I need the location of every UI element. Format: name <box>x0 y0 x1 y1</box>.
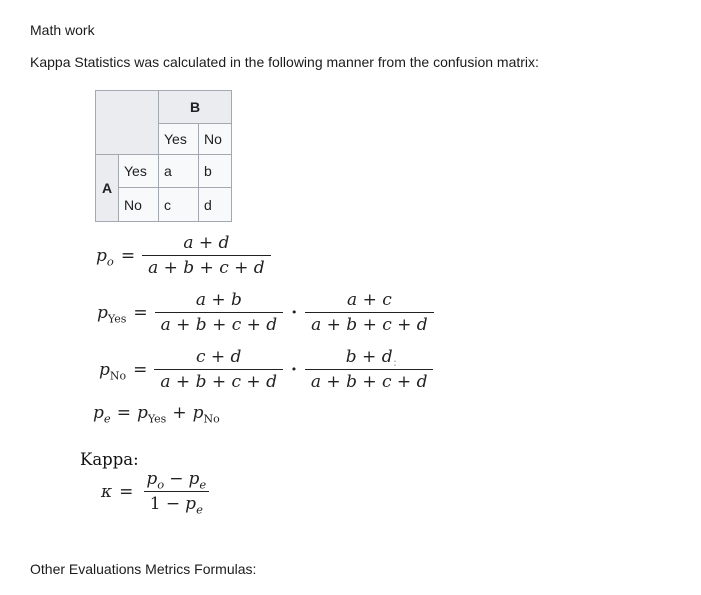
sub-e: e <box>199 477 207 492</box>
var-p: p <box>97 302 108 323</box>
pe-lhs <box>93 403 111 426</box>
faint-colon-artifact: : <box>393 355 398 369</box>
cell-c: c <box>159 188 199 222</box>
pno-lhs <box>99 360 126 380</box>
equals-sign: = <box>120 245 136 266</box>
b-col-yes-header: Yes <box>159 124 199 155</box>
equals-sign: = <box>119 481 134 502</box>
var-p: p <box>192 403 204 423</box>
term-po <box>146 469 165 492</box>
a-row-no-header: No <box>119 188 159 222</box>
pyes-fraction-2 <box>305 290 434 335</box>
po-numerator: a + d <box>183 233 230 253</box>
cell-d: d <box>199 188 232 222</box>
var-p: p <box>146 469 158 489</box>
pno-fraction-2 <box>305 347 434 392</box>
var-p: p <box>188 469 200 489</box>
po-lhs <box>96 246 114 266</box>
formula-po <box>96 233 271 278</box>
formula-pe <box>93 403 220 426</box>
b-col-no-header: No <box>199 124 232 155</box>
var-p: p <box>99 359 110 380</box>
formula-pyes <box>97 290 434 335</box>
kappa-section-label: Kappa: <box>80 450 139 469</box>
pno-fraction-1 <box>154 347 283 392</box>
cell-b: b <box>199 155 232 188</box>
page-title: Math work <box>30 22 95 38</box>
equals-sign: = <box>133 359 148 380</box>
pno-denominator-2: a + b + c + d <box>305 369 434 392</box>
pyes-numerator-1: a + b <box>195 290 242 310</box>
var-kappa: κ <box>101 481 113 502</box>
equals-sign: = <box>133 302 148 323</box>
var-p: p <box>96 245 107 266</box>
sub-no: No <box>109 368 127 382</box>
sub-yes: Yes <box>147 412 167 426</box>
var-p: p <box>93 403 104 423</box>
pyes-numerator-2: a + c <box>347 290 392 310</box>
pyes-denominator-1: a + b + c + d <box>155 312 284 335</box>
multiply-dot: · <box>291 302 298 323</box>
pno-denominator-1: a + b + c + d <box>154 369 283 392</box>
a-row-yes-header: Yes <box>119 155 159 188</box>
kappa-denominator <box>144 491 209 517</box>
term-pe <box>188 469 207 492</box>
intro-text: Kappa Statistics was calculated in the following manner from the confusion matrix: <box>30 54 539 70</box>
corner-cell <box>96 91 159 155</box>
b-axis-header: B <box>159 91 232 124</box>
pe-term-pyes <box>136 403 167 426</box>
sub-yes: Yes <box>107 311 127 325</box>
formula-kappa <box>101 469 212 517</box>
equals-sign: = <box>116 403 131 423</box>
sub-o: o <box>157 477 165 492</box>
a-axis-header: A <box>96 155 119 222</box>
cell-a: a <box>159 155 199 188</box>
confusion-matrix-table <box>95 90 232 222</box>
one-minus: 1 − <box>149 494 181 514</box>
kappa-fraction <box>140 469 212 517</box>
pe-term-pno <box>192 403 220 426</box>
po-fraction <box>142 233 271 278</box>
sub-e: e <box>103 411 111 426</box>
formula-pno <box>99 347 433 392</box>
sub-no: No <box>203 412 220 426</box>
po-denominator: a + b + c + d <box>142 255 271 278</box>
pyes-lhs <box>97 303 126 323</box>
term-pe <box>185 494 203 517</box>
pno-numerator-1: c + d <box>195 347 242 367</box>
kappa-numerator <box>140 469 212 491</box>
footer-text: Other Evaluations Metrics Formulas: <box>30 561 257 577</box>
multiply-dot: · <box>290 359 297 380</box>
pno-numerator-2: b + d <box>345 347 393 367</box>
var-p: p <box>136 403 148 423</box>
sub-e: e <box>196 502 203 517</box>
plus-sign: + <box>172 403 187 423</box>
var-p: p <box>185 494 197 514</box>
pyes-fraction-1 <box>155 290 284 335</box>
sub-o: o <box>106 253 114 268</box>
pyes-denominator-2: a + b + c + d <box>305 312 434 335</box>
minus-sign: − <box>169 469 184 489</box>
